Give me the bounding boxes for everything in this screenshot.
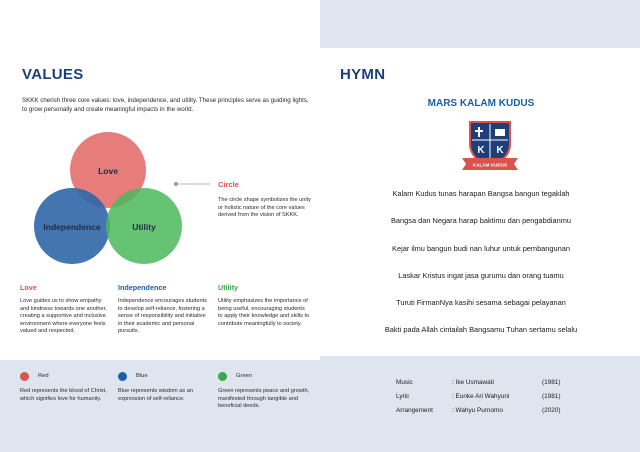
color-description: Green represents peace and growth, manifested through tangible and beneficial deeds. [218, 388, 310, 410]
school-logo-icon [458, 118, 522, 172]
credit-year: (1981) [542, 393, 561, 400]
color-name: Red [38, 373, 49, 379]
color-description: Blue represents wisdom as an expression of self-reliance. [118, 388, 193, 402]
hymn-top-band [320, 0, 640, 48]
circle-description: The circle shape symbolizes the unity or holistic nature of the core values derived from the vision of SKKK. [218, 197, 311, 219]
credit-role: Arrangement [396, 407, 433, 414]
venn-utility-label: Utility [132, 222, 156, 232]
logo-banner-text: KALAM KUDUS [472, 162, 508, 168]
lyric-line: Kalam Kudus tunas harapan Bangsa bangun tegaklah [392, 189, 570, 198]
values-intro: SKKK cherish three core values: love, independence, and utility. These principles serve as guiding lights, to grow personally and create meaningful impacts in the world. [22, 97, 309, 113]
hymn-title: HYMN [340, 66, 386, 83]
blue-dot-icon [118, 372, 127, 381]
value-description: Independence encourages students to develop self-reliance, fostering a sense of responsibility and initiative in their academic and personal pursuits. [118, 298, 207, 335]
credit-name: : Wahyu Purnomo [452, 407, 503, 414]
venn-diagram [0, 120, 220, 270]
hymn-credits-band [320, 356, 640, 452]
value-description: Love guides us to show empathy and kindness towards one another, creating a supportive and inclusive environment where everyone feels valued and respected. [20, 298, 107, 335]
color-description: Red represents the blood of Christ, which signifies love for humanity. [20, 388, 107, 402]
color-name: Blue [136, 373, 148, 379]
credit-name: : Eunke Ari Wahyuni [452, 393, 510, 400]
values-title: VALUES [22, 66, 84, 83]
value-item-utility [218, 283, 310, 328]
credit-role: Music [396, 379, 413, 386]
credit-year: (2020) [542, 407, 561, 414]
green-dot-icon [218, 372, 227, 381]
lyric-line: Turuti FirmanNya kasihi sesama sebagai pelayanan [396, 298, 566, 307]
credit-name: : Ike Usmawati [452, 379, 494, 386]
value-item-independence [118, 283, 210, 336]
credit-year: (1981) [542, 379, 561, 386]
value-title: Independence [118, 283, 167, 292]
lyric-line: Laskar Kristus ingat jasa gurumu dan orang tuamu [398, 271, 564, 280]
logo-letter-right: K [496, 145, 504, 156]
credit-role: Lyric [396, 393, 410, 400]
lyric-line: Bangsa dan Negara harap baktimu dan pengabdianmu [391, 216, 571, 225]
red-dot-icon [20, 372, 29, 381]
hymn-subtitle: MARS KALAM KUDUS [427, 98, 535, 109]
lyric-line: Bakti pada Allah cintailah Bangsamu Tuhan sertamu selalu [384, 325, 578, 334]
color-name: Green [236, 373, 253, 379]
logo-letter-left: K [477, 145, 485, 156]
venn-independence-label: Independence [43, 222, 101, 232]
value-description: Utility emphasizes the importance of being useful, encouraging students to apply their knowledge and skills to contribute meaningfully to society. [218, 298, 310, 327]
value-title: Utility [218, 283, 238, 292]
value-title: Love [20, 283, 37, 292]
venn-love-label: Love [98, 166, 118, 176]
circle-title: Circle [218, 180, 239, 189]
connector-dot [174, 182, 178, 186]
lyric-line: Kejar ilmu bangun budi nan luhur untuk pembangunan [392, 244, 570, 253]
value-item-love [20, 283, 112, 336]
